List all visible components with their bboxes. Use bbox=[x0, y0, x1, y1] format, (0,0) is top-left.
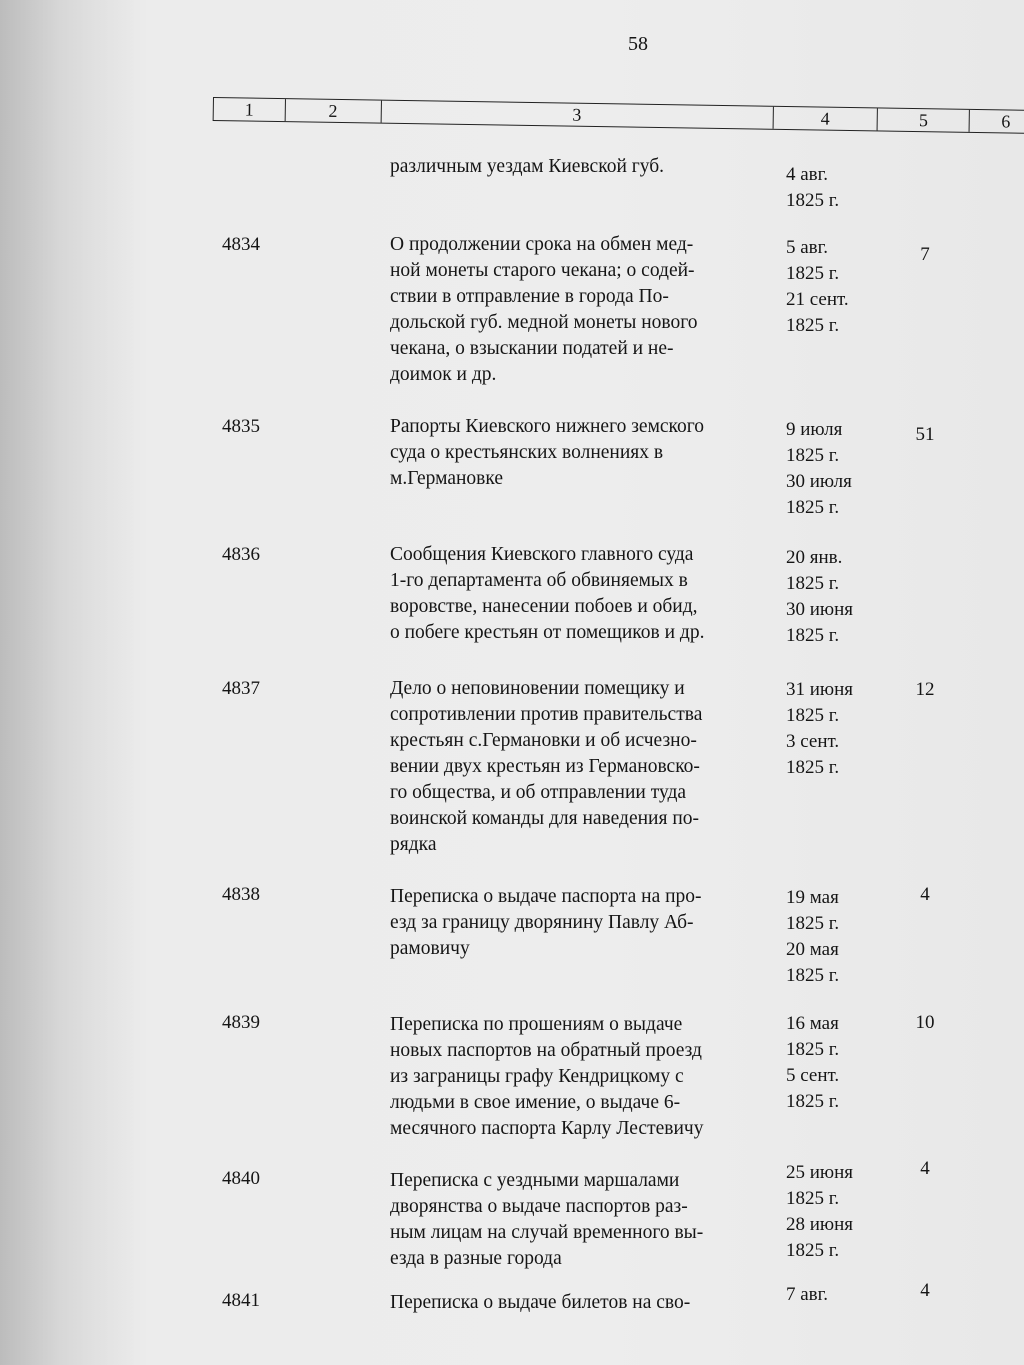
entry-dates bbox=[786, 545, 853, 649]
entry-title-line: О продолжении срока на обмен мед- bbox=[390, 234, 694, 255]
entry-date-line: 1825 г. bbox=[786, 1039, 840, 1060]
entry-title-line: чекана, о взыскании податей и не- bbox=[390, 338, 674, 359]
entry-title-line: 1-го департамента об обвиняемых в bbox=[390, 570, 688, 591]
entry-dates bbox=[786, 1160, 853, 1264]
entry-date-line: 1825 г. bbox=[786, 913, 840, 934]
entry-title-line: Рапорты Киевского нижнего земского bbox=[390, 416, 705, 437]
entry-date-line: 1825 г. bbox=[786, 1091, 840, 1112]
entry-date-line: 1825 г. bbox=[786, 965, 840, 986]
column-header-5: 5 bbox=[878, 108, 970, 131]
entry-title-line: Переписка о выдаче билетов на сво- bbox=[390, 1292, 691, 1313]
entry-date-line: 30 июня bbox=[786, 599, 854, 620]
entry-title-line: о побеге крестьян от помещиков и др. bbox=[390, 622, 705, 643]
entry-title-line: доимок и др. bbox=[390, 364, 497, 385]
entry-title-line: рядка bbox=[390, 834, 437, 855]
entry-number: 4835 bbox=[222, 416, 260, 437]
entry-title bbox=[390, 154, 770, 180]
entry-date-line: 20 мая bbox=[786, 939, 839, 960]
column-header-4: 4 bbox=[773, 107, 878, 131]
entry-date-line: 16 мая bbox=[786, 1013, 839, 1034]
entry-date-line: 1825 г. bbox=[786, 445, 840, 466]
entry-title bbox=[390, 676, 770, 858]
entry-date-line: 1825 г. bbox=[786, 190, 840, 211]
entry-date-line: 25 июня bbox=[786, 1162, 854, 1183]
entry-title-line: новых паспортов на обратный проезд bbox=[390, 1040, 702, 1061]
entry-title-line: ствии в отправление в города По- bbox=[390, 286, 669, 307]
column-header-3: 3 bbox=[381, 101, 773, 129]
entry-title-line: го общества, и об отправлении туда bbox=[390, 782, 687, 803]
margin-mark bbox=[90, 115, 106, 121]
entry-dates bbox=[786, 1011, 839, 1115]
column-header-6: 6 bbox=[1001, 111, 1011, 132]
entry-title-line: месячного паспорта Карлу Лестевичу bbox=[390, 1118, 704, 1139]
entry-number: 4840 bbox=[222, 1168, 260, 1189]
column-header-1: 1 bbox=[214, 98, 286, 121]
entry-date-line: 5 авг. bbox=[786, 237, 829, 258]
entry-title-line: воровстве, нанесении побоев и обид, bbox=[390, 596, 698, 617]
entry-title bbox=[390, 542, 770, 646]
entry-title-line: Переписка с уездными маршалами bbox=[390, 1170, 680, 1191]
entry-date-line: 20 янв. bbox=[786, 547, 843, 568]
entry-title-line: езд за границу дворянину Павлу Аб- bbox=[390, 912, 694, 933]
entry-date-line: 19 мая bbox=[786, 887, 839, 908]
entry-title bbox=[390, 884, 770, 962]
entry-title bbox=[390, 414, 770, 492]
entry-title-line: из заграницы графу Кендрицкому с bbox=[390, 1066, 684, 1087]
entry-title bbox=[390, 1290, 770, 1316]
entry-title-line: м.Германовке bbox=[390, 468, 504, 489]
entry-date-line: 1825 г. bbox=[786, 705, 840, 726]
entry-number: 4839 bbox=[222, 1012, 260, 1033]
entry-title-line: людьми в свое имение, о выдаче 6- bbox=[390, 1092, 681, 1113]
entry-title bbox=[390, 1012, 770, 1142]
entry-date-line: 1825 г. bbox=[786, 757, 840, 778]
entry-sheet-count: 51 bbox=[915, 424, 935, 445]
entry-date-line: 1825 г. bbox=[786, 625, 840, 646]
entry-title bbox=[390, 1168, 770, 1272]
entry-dates bbox=[786, 417, 852, 521]
entry-sheet-count: 10 bbox=[915, 1012, 935, 1033]
entry-title-line: различным уездам Киевской губ. bbox=[390, 156, 665, 177]
entry-title-line: езда в разные города bbox=[390, 1248, 562, 1269]
entry-title-line: ным лицам на случай временного вы- bbox=[390, 1222, 704, 1243]
entry-date-line: 5 сент. bbox=[786, 1065, 840, 1086]
entry-sheet-count: 4 bbox=[920, 884, 930, 905]
column-header-2: 2 bbox=[285, 99, 381, 123]
page-number: 58 bbox=[628, 33, 648, 55]
entry-title-line: воинской команды для наведения по- bbox=[390, 808, 700, 829]
entry-dates bbox=[786, 162, 839, 214]
entry-date-line: 30 июля bbox=[786, 471, 852, 492]
entry-dates bbox=[786, 677, 853, 781]
entry-number: 4836 bbox=[222, 544, 260, 565]
entry-date-line: 1825 г. bbox=[786, 263, 840, 284]
entry-date-line: 1825 г. bbox=[786, 573, 840, 594]
entry-number: 4838 bbox=[222, 884, 260, 905]
entry-sheet-count: 7 bbox=[920, 244, 930, 265]
entry-sheet-count: 4 bbox=[920, 1280, 930, 1301]
entry-date-line: 7 авг. bbox=[786, 1284, 829, 1305]
entry-date-line: 31 июня bbox=[786, 679, 854, 700]
entry-number: 4841 bbox=[222, 1290, 260, 1311]
entry-dates bbox=[786, 885, 839, 989]
entry-date-line: 28 июня bbox=[786, 1214, 854, 1235]
entry-title-line: крестьян с.Германовки и об исчезно- bbox=[390, 730, 697, 751]
entry-title-line: дворянства о выдаче паспортов раз- bbox=[390, 1196, 688, 1217]
entry-date-line: 1825 г. bbox=[786, 315, 840, 336]
entry-title-line: сопротивлении против правительства bbox=[390, 704, 703, 725]
column-header-row bbox=[213, 97, 1024, 134]
entry-title bbox=[390, 232, 770, 388]
entry-title-line: ной монеты старого чекана; о содей- bbox=[390, 260, 695, 281]
entry-date-line: 3 сент. bbox=[786, 731, 840, 752]
entry-title-line: вении двух крестьян из Германовско- bbox=[390, 756, 700, 777]
entry-title-line: рамовичу bbox=[390, 938, 470, 959]
entry-number: 4837 bbox=[222, 678, 260, 699]
book-spine-shadow bbox=[0, 0, 150, 1365]
entry-date-line: 9 июля bbox=[786, 419, 843, 440]
entry-date-line: 21 сент. bbox=[786, 289, 849, 310]
entry-title-line: Сообщения Киевского главного суда bbox=[390, 544, 694, 565]
entry-date-line: 1825 г. bbox=[786, 1188, 840, 1209]
entry-sheet-count: 4 bbox=[920, 1158, 930, 1179]
entry-date-line: 1825 г. bbox=[786, 1240, 840, 1261]
entry-date-line: 1825 г. bbox=[786, 497, 840, 518]
entry-dates bbox=[786, 1282, 828, 1308]
entry-sheet-count: 12 bbox=[915, 679, 935, 700]
entry-title-line: Переписка о выдаче паспорта на про- bbox=[390, 886, 702, 907]
entry-title-line: Переписка по прошениям о выдаче bbox=[390, 1014, 683, 1035]
entry-dates bbox=[786, 235, 849, 339]
entry-date-line: 4 авг. bbox=[786, 164, 829, 185]
entry-title-line: дольской губ. медной монеты нового bbox=[390, 312, 698, 333]
entry-title-line: суда о крестьянских волнениях в bbox=[390, 442, 664, 463]
entry-title-line: Дело о неповиновении помещику и bbox=[390, 678, 685, 699]
entry-number: 4834 bbox=[222, 234, 260, 255]
